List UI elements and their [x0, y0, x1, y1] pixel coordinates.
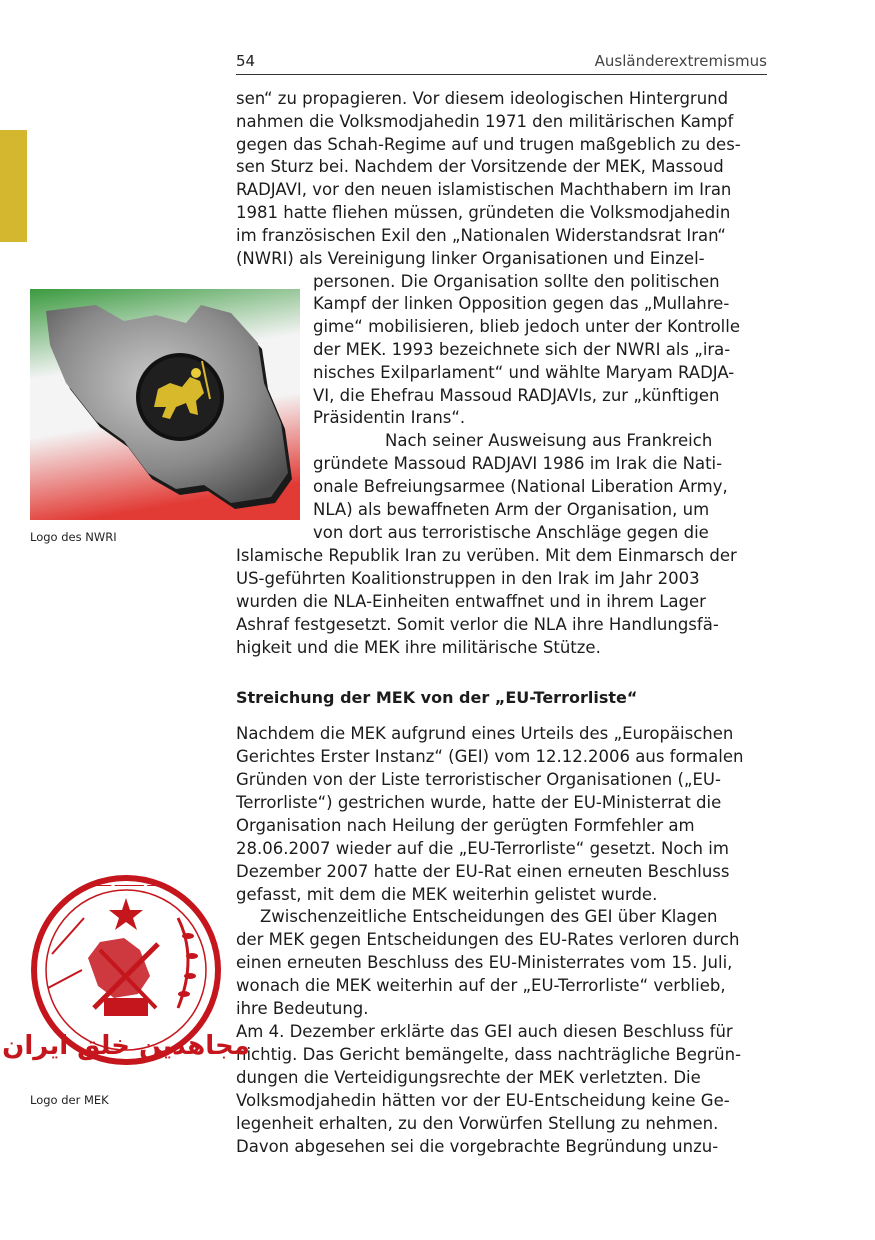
text-line: Am 4. Dezember erklärte das GEI auch diesen Beschluss für [236, 1022, 733, 1041]
text-line: Präsidentin Irans“. [313, 408, 466, 427]
text-line: nisches Exilparlament“ und wählte Maryam RADJA- [313, 363, 735, 382]
text-line: onale Befreiungsarmee (National Liberation Army, [313, 477, 728, 496]
text-line: gründete Massoud RADJAVI 1986 im Irak die Nati- [313, 454, 723, 473]
text-line: Ashraf festgesetzt. Somit verlor die NLA ihre Handlungsfä- [236, 615, 719, 634]
text-line: Gerichtes Erster Instanz“ (GEI) vom 12.12.2006 aus formalen [236, 747, 744, 766]
text-line: einen erneuten Beschluss des EU-Ministerrates vom 15. Juli, [236, 953, 733, 972]
text-line: Gründen von der Liste terroristischer Organisationen („EU- [236, 770, 721, 789]
nwri-logo [30, 289, 300, 520]
mek-logo [2, 858, 250, 1080]
text-line: RADJAVI, vor den neuen islamistischen Machthabern im Iran [236, 180, 732, 199]
text-line: legenheit erhalten, zu den Vorwürfen Stellung zu nehmen. [236, 1114, 719, 1133]
running-header-title: Ausländerextremismus [594, 52, 767, 70]
mek-logo-arc-text: ــــ ـــــــــ ــــــ [91, 876, 161, 889]
text-line: der MEK gegen Entscheidungen des EU-Rates verloren durch [236, 930, 740, 949]
text-line: Dezember 2007 hatte der EU-Rat einen erneuten Beschluss [236, 862, 730, 881]
text-line: nahmen die Volksmodjahedin 1971 den militärischen Kampf [236, 112, 734, 131]
text-line: wonach die MEK weiterhin auf der „EU-Terrorliste“ verblieb, [236, 976, 726, 995]
text-line: Volksmodjahedin hätten vor der EU-Entscheidung keine Ge- [236, 1091, 730, 1110]
text-line: ihre Bedeutung. [236, 999, 369, 1018]
text-line: Nachdem die MEK aufgrund eines Urteils des „Europäischen [236, 724, 734, 743]
mek-logo-caption: Logo der MEK [30, 1093, 109, 1107]
text-line: der MEK. 1993 bezeichnete sich der NWRI als „ira- [313, 340, 731, 359]
text-line: nichtig. Das Gericht bemängelte, dass nachträgliche Begrün- [236, 1045, 742, 1064]
text-line: 28.06.2007 wieder auf die „EU-Terrorliste“ gesetzt. Noch im [236, 839, 729, 858]
text-line: von dort aus terroristische Anschläge gegen die [313, 523, 709, 542]
text-line: gime“ mobilisieren, blieb jedoch unter der Kontrolle [313, 317, 740, 336]
text-line: (NWRI) als Vereinigung linker Organisationen und Einzel- [236, 249, 705, 268]
text-line: Davon abgesehen sei die vorgebrachte Begründung unzu- [236, 1137, 719, 1156]
text-line: Terrorliste“) gestrichen wurde, hatte der EU-Ministerrat die [236, 793, 722, 812]
text-line: Zwischenzeitliche Entscheidungen des GEI über Klagen [260, 907, 718, 926]
text-line: sen“ zu propagieren. Vor diesem ideologischen Hintergrund [236, 89, 729, 108]
text-line: NLA) als bewaffneten Arm der Organisation, um [313, 500, 710, 519]
text-line: VI, die Ehefrau Massoud RADJAVIs, zur „künftigen [313, 386, 720, 405]
chapter-color-tab [0, 130, 27, 242]
text-line: im französischen Exil den „Nationalen Widerstandsrat Iran“ [236, 226, 726, 245]
text-line: 1981 hatte fliehen müssen, gründeten die Volksmodjahedin [236, 203, 731, 222]
text-line: gegen das Schah-Regime auf und trugen maßgeblich zu des- [236, 135, 741, 154]
text-line: dungen die Verteidigungsrechte der MEK verletzten. Die [236, 1068, 701, 1087]
text-line: Islamische Republik Iran zu verüben. Mit dem Einmarsch der [236, 546, 737, 565]
text-line: wurden die NLA-Einheiten entwaffnet und in ihrem Lager [236, 592, 706, 611]
text-line: higkeit und die MEK ihre militärische Stütze. [236, 638, 601, 657]
text-line: Kampf der linken Opposition gegen das „Mullahre- [313, 294, 730, 313]
header-rule [236, 74, 767, 75]
section-heading: Streichung der MEK von der „EU-Terrorliste“ [236, 688, 638, 707]
text-line: sen Sturz bei. Nachdem der Vorsitzende der MEK, Massoud [236, 157, 724, 176]
text-line: Nach seiner Ausweisung aus Frankreich [385, 431, 713, 450]
mek-logo-text: مجاهدین خلق ایران [2, 1031, 250, 1061]
nwri-logo-caption: Logo des NWRI [30, 530, 117, 544]
text-line: Organisation nach Heilung der gerügten Formfehler am [236, 816, 695, 835]
text-line: personen. Die Organisation sollte den politischen [313, 272, 720, 291]
text-line: US-geführten Koalitionstruppen in den Irak im Jahr 2003 [236, 569, 700, 588]
page-number: 54 [236, 52, 256, 70]
text-line: gefasst, mit dem die MEK weiterhin gelistet wurde. [236, 885, 658, 904]
